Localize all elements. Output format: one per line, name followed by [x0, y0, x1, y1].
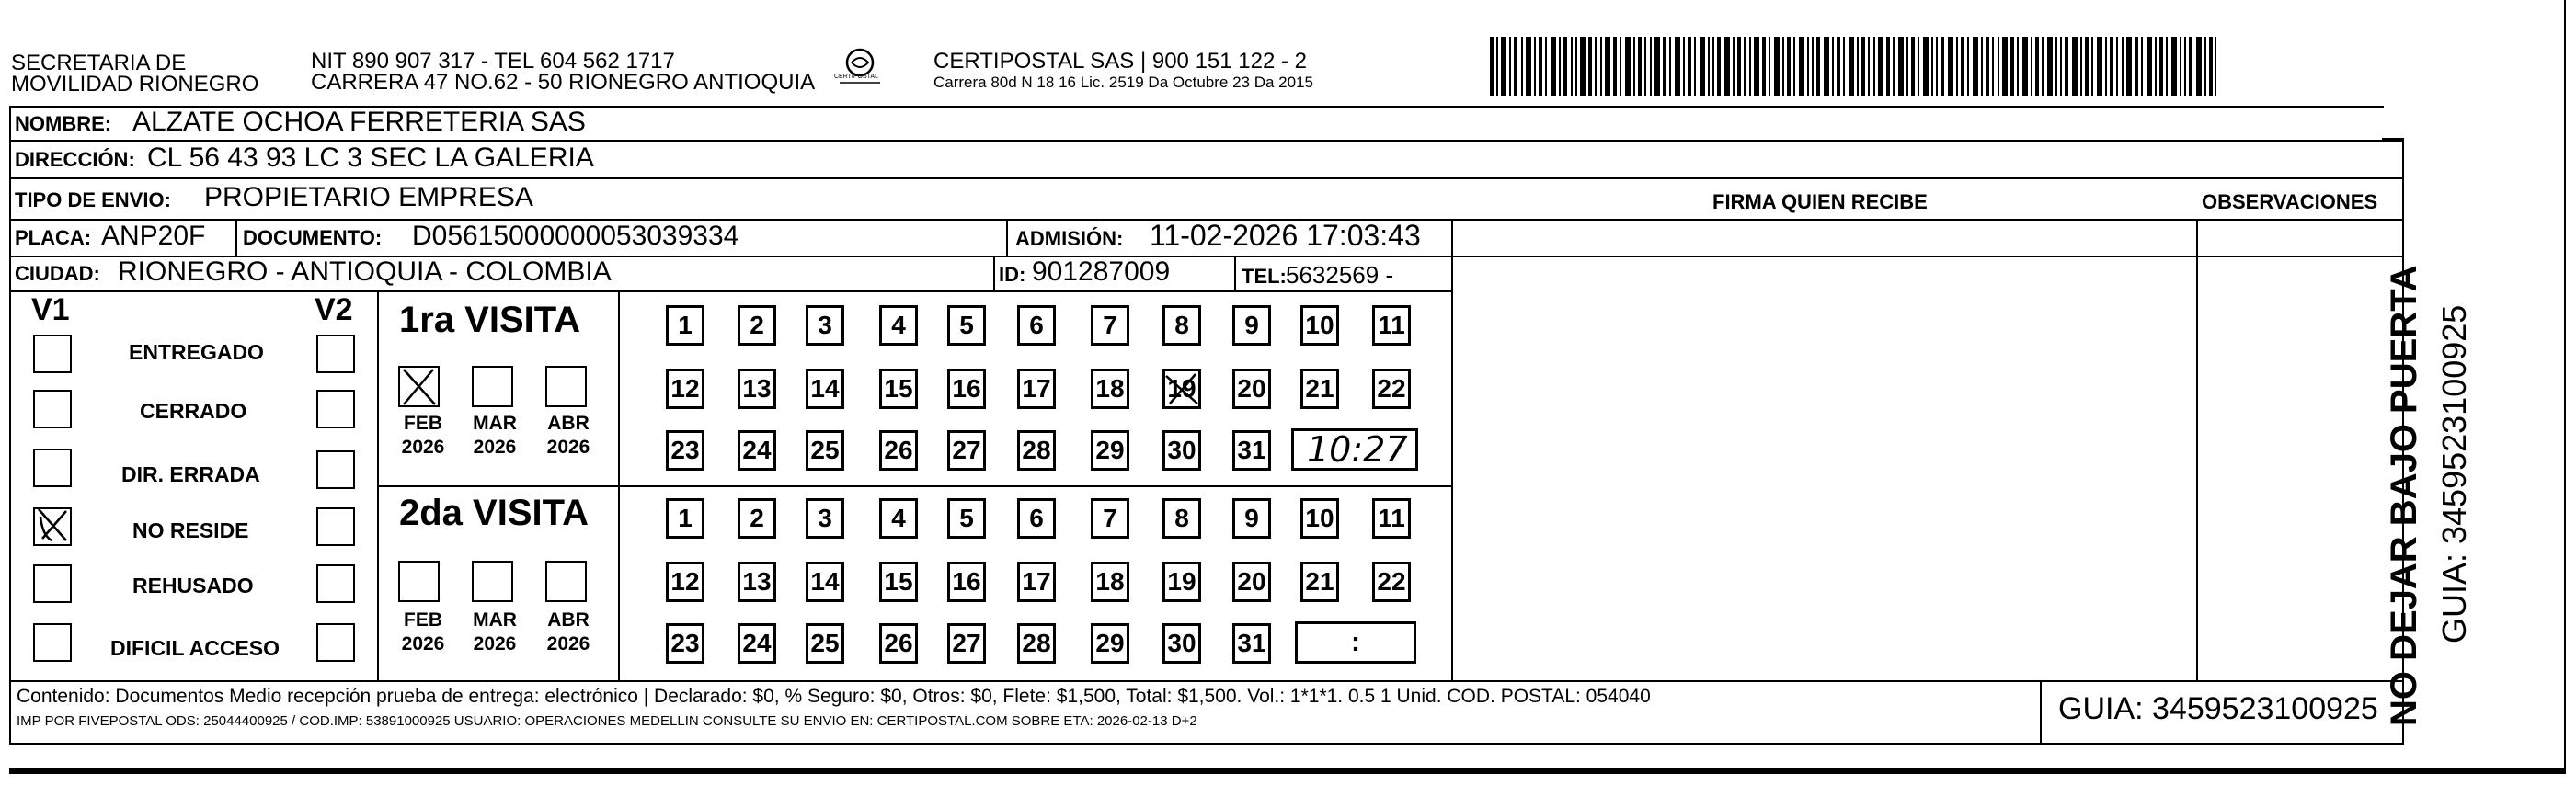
issuer-line-2: MOVILIDAD RIONEGRO — [11, 72, 259, 97]
v1-rehusado-checkbox[interactable] — [33, 564, 72, 603]
firma-header: FIRMA QUIEN RECIBE — [1712, 190, 1928, 213]
logo-text: CERTIPOSTAL — [834, 74, 878, 80]
visit1-abr-checkbox[interactable] — [545, 366, 587, 407]
visit1-day-12[interactable]: 12 — [666, 369, 704, 409]
tipo-envio-value: PROPIETARIO EMPRESA — [204, 182, 533, 212]
nit-line: NIT 890 907 317 - TEL 604 562 1717 — [311, 49, 675, 74]
visit2-day-5[interactable]: 5 — [947, 498, 986, 539]
documento-value: D05615000000053039334 — [412, 221, 739, 251]
ciudad-label: CIUDAD: — [15, 262, 100, 285]
visit2-abr-checkbox[interactable] — [545, 561, 587, 602]
v1-no-reside-checkbox[interactable] — [33, 507, 72, 546]
visit1-day-3[interactable]: 3 — [806, 305, 844, 346]
visit1-title: 1ra VISITA — [399, 300, 581, 340]
visit1-day-19[interactable]: 19 — [1162, 369, 1201, 409]
visit2-day-27[interactable]: 27 — [947, 623, 986, 664]
visit2-time-value: : — [1351, 627, 1360, 657]
visit1-day-27[interactable]: 27 — [947, 430, 986, 471]
visit1-day-14[interactable]: 14 — [806, 369, 844, 409]
visit2-day-12[interactable]: 12 — [666, 562, 704, 602]
status-no-reside-label: NO RESIDE — [132, 518, 249, 542]
v2-no-reside-checkbox[interactable] — [316, 507, 355, 546]
direccion-value: CL 56 43 93 LC 3 SEC LA GALERIA — [147, 142, 594, 173]
direccion-label: DIRECCIÓN: — [15, 148, 135, 171]
v2-cerrado-checkbox[interactable] — [316, 390, 355, 428]
visit2-day-31[interactable]: 31 — [1232, 623, 1271, 664]
visit1-month-abr: ABR — [547, 413, 590, 434]
visit2-day-4[interactable]: 4 — [879, 498, 918, 539]
visit1-day-25[interactable]: 25 — [806, 430, 844, 471]
visit2-day-22[interactable]: 22 — [1372, 562, 1411, 602]
v2-dificil-acceso-checkbox[interactable] — [316, 623, 355, 662]
visit2-day-21[interactable]: 21 — [1300, 562, 1339, 602]
visit1-day-29[interactable]: 29 — [1091, 430, 1129, 471]
admision-label: ADMISIÓN: — [1015, 227, 1124, 250]
visit2-day-24[interactable]: 24 — [738, 623, 776, 664]
visit1-day-2[interactable]: 2 — [738, 305, 776, 346]
carrier-line-1: CERTIPOSTAL SAS | 900 151 122 - 2 — [933, 49, 1307, 74]
visit1-day-31[interactable]: 31 — [1232, 430, 1271, 471]
visit1-day-21[interactable]: 21 — [1300, 369, 1339, 409]
id-value: 901287009 — [1032, 256, 1171, 287]
visit1-time-value: 10:27 — [1307, 429, 1408, 470]
visit2-day-13[interactable]: 13 — [738, 562, 776, 602]
visit2-day-29[interactable]: 29 — [1091, 623, 1129, 664]
frame-left-line — [9, 106, 11, 745]
visit2-day-9[interactable]: 9 — [1232, 498, 1271, 539]
visit1-year-feb: 2026 — [401, 437, 445, 458]
tel-label: TEL: — [1242, 265, 1287, 288]
visit1-day-10[interactable]: 10 — [1300, 305, 1339, 346]
visit2-day-10[interactable]: 10 — [1300, 498, 1339, 539]
nombre-value: ALZATE OCHOA FERRETERIA SAS — [132, 107, 586, 137]
status-entregado-label: ENTREGADO — [129, 340, 264, 364]
visit2-day-23[interactable]: 23 — [666, 623, 704, 664]
visit2-day-28[interactable]: 28 — [1017, 623, 1056, 664]
footer-guia: GUIA: 3459523100925 — [2058, 691, 2378, 726]
visit1-day-20[interactable]: 20 — [1232, 369, 1271, 409]
barcode — [1490, 37, 2216, 96]
visit2-day-20[interactable]: 20 — [1232, 562, 1271, 602]
visit1-feb-checkbox[interactable] — [398, 366, 440, 407]
visit1-day-4[interactable]: 4 — [879, 305, 918, 346]
visit1-day-26[interactable]: 26 — [879, 430, 918, 471]
visit1-year-mar: 2026 — [473, 437, 517, 458]
visit2-year-feb: 2026 — [401, 633, 445, 654]
visit1-day-23[interactable]: 23 — [666, 430, 704, 471]
visit2-day-6[interactable]: 6 — [1017, 498, 1056, 539]
footer-imp-line: IMP POR FIVEPOSTAL ODS: 25044400925 / COD.IMP: 53891000925 USUARIO: OPERACIONES MEDELLIN CONSULTE SU ENVIO EN: CERTIPOSTAL.COM SOBRE ETA: 2026-02-13 D+2 — [17, 713, 1197, 729]
visit2-day-3[interactable]: 3 — [806, 498, 844, 539]
visit1-day-28[interactable]: 28 — [1017, 430, 1056, 471]
v1-dificil-acceso-checkbox[interactable] — [33, 623, 72, 662]
tel-value: 5632569 - — [1286, 261, 1394, 289]
v2-entregado-checkbox[interactable] — [316, 335, 355, 373]
visit1-day-30[interactable]: 30 — [1162, 430, 1201, 471]
v1-cerrado-checkbox[interactable] — [33, 390, 72, 428]
visit2-day-16[interactable]: 16 — [947, 562, 986, 602]
visit1-day-13[interactable]: 13 — [738, 369, 776, 409]
admision-value: 11-02-2026 17:03:43 — [1150, 219, 1421, 252]
tipo-envio-label: TIPO DE ENVIO: — [15, 188, 171, 211]
status-dificil-acceso-label: DIFICIL ACCESO — [110, 636, 280, 660]
visit2-year-abr: 2026 — [546, 633, 590, 654]
placa-value: ANP20F — [101, 221, 206, 251]
visit1-day-11[interactable]: 11 — [1372, 305, 1411, 346]
visit2-mar-checkbox[interactable] — [472, 561, 513, 602]
handwritten-x-mark — [33, 504, 74, 544]
visit1-day-8[interactable]: 8 — [1162, 305, 1201, 346]
v1-label: V1 — [31, 292, 70, 327]
visit1-mar-checkbox[interactable] — [472, 366, 513, 407]
v2-label: V2 — [315, 292, 353, 327]
visit1-year-abr: 2026 — [546, 437, 590, 458]
nombre-label: NOMBRE: — [15, 112, 112, 135]
visit2-year-mar: 2026 — [473, 633, 517, 654]
visit2-month-mar: MAR — [473, 609, 517, 631]
visit2-day-25[interactable]: 25 — [806, 623, 844, 664]
status-dir-errada-label: DIR. ERRADA — [121, 462, 260, 486]
visit2-day-8[interactable]: 8 — [1162, 498, 1201, 539]
visit1-day-16[interactable]: 16 — [947, 369, 986, 409]
visit1-day-15[interactable]: 15 — [879, 369, 918, 409]
visit1-day-22[interactable]: 22 — [1372, 369, 1411, 409]
visit2-day-11[interactable]: 11 — [1372, 498, 1411, 539]
placa-label: PLACA: — [15, 226, 92, 249]
carrier-line-2: Carrera 80d N 18 16 Lic. 2519 Da Octubre 23 Da 2015 — [933, 74, 1313, 91]
handwritten-x-mark — [1162, 369, 1203, 409]
documento-label: DOCUMENTO: — [243, 226, 383, 249]
v2-rehusado-checkbox[interactable] — [316, 564, 355, 603]
status-rehusado-label: REHUSADO — [132, 574, 254, 597]
v1-entregado-checkbox[interactable] — [33, 335, 72, 373]
visit1-day-5[interactable]: 5 — [947, 305, 986, 346]
address-line: CARRERA 47 NO.62 - 50 RIONEGRO ANTIOQUIA — [311, 70, 816, 95]
visit1-time-box[interactable] — [1291, 428, 1418, 471]
ciudad-value: RIONEGRO - ANTIOQUIA - COLOMBIA — [118, 256, 612, 287]
v2-dir-errada-checkbox[interactable] — [316, 450, 355, 489]
visit2-feb-checkbox[interactable] — [398, 561, 440, 602]
handwritten-x-mark — [398, 366, 440, 407]
bottom-thick-line — [9, 768, 2566, 774]
visit2-day-7[interactable]: 7 — [1091, 498, 1129, 539]
visit1-day-17[interactable]: 17 — [1017, 369, 1056, 409]
footer-content-line: Contenido: Documentos Medio recepción prueba de entrega: electrónico | Declarado: $0, % Seguro: $0, Otros: $0, Flete: $1,500, Total: $1,500. Vol.: 1*1*1. 0.5 1 Unid. COD. POSTAL: 054040 — [17, 686, 1651, 707]
visit2-month-feb: FEB — [404, 609, 442, 631]
observaciones-header: OBSERVACIONES — [2202, 190, 2378, 213]
visit2-day-26[interactable]: 26 — [879, 623, 918, 664]
visit1-day-18[interactable]: 18 — [1091, 369, 1129, 409]
side-warning: NO DEJAR BAJO PUERTA — [2384, 265, 2424, 726]
visit2-day-1[interactable]: 1 — [666, 498, 704, 539]
visit2-title: 2da VISITA — [399, 493, 589, 533]
visit1-day-9[interactable]: 9 — [1232, 305, 1271, 346]
visit2-day-17[interactable]: 17 — [1017, 562, 1056, 602]
id-label: ID: — [999, 263, 1026, 286]
visit2-month-abr: ABR — [547, 609, 590, 631]
visit1-day-7[interactable]: 7 — [1091, 305, 1129, 346]
issuer-line-1: SECRETARIA DE — [11, 51, 187, 75]
visit1-month-feb: FEB — [404, 413, 442, 434]
side-guia: GUIA: 3459523100925 — [2435, 304, 2473, 643]
v1-dir-errada-checkbox[interactable] — [33, 449, 72, 487]
visit1-month-mar: MAR — [473, 413, 517, 434]
visit2-time-box[interactable] — [1295, 621, 1416, 664]
visit2-day-19[interactable]: 19 — [1162, 562, 1201, 602]
visit2-day-30[interactable]: 30 — [1162, 623, 1201, 664]
visit1-day-6[interactable]: 6 — [1017, 305, 1056, 346]
visit2-day-2[interactable]: 2 — [738, 498, 776, 539]
visit1-day-24[interactable]: 24 — [738, 430, 776, 471]
visit2-day-15[interactable]: 15 — [879, 562, 918, 602]
visit1-day-1[interactable]: 1 — [666, 305, 704, 346]
certipostal-logo — [832, 42, 887, 97]
visit2-day-14[interactable]: 14 — [806, 562, 844, 602]
visit2-day-18[interactable]: 18 — [1091, 562, 1129, 602]
status-cerrado-label: CERRADO — [140, 399, 247, 423]
